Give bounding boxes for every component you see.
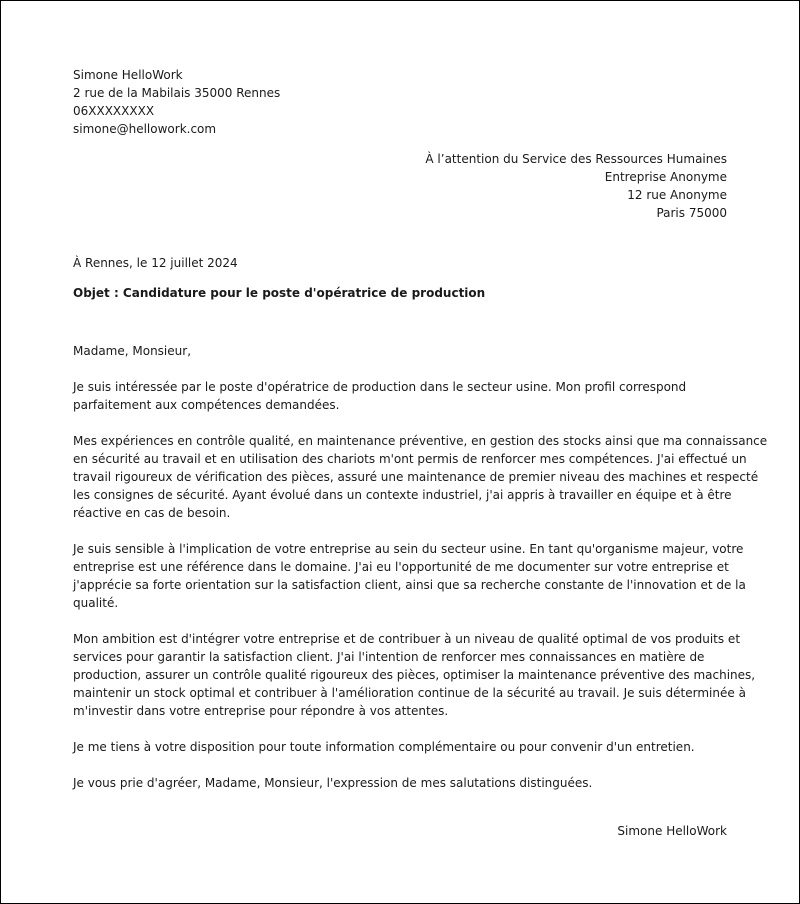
paragraph-line: travail rigoureux de vérification des pièces, assuré une maintenance de premier niveau des machines et respecté [73, 470, 759, 484]
paragraph-line: Je me tiens à votre disposition pour toute information complémentaire ou pour convenir d'un entretien. [73, 740, 695, 754]
sender-email: simone@hellowork.com [73, 122, 217, 136]
letter-body [73, 342, 768, 792]
closing-line: Je vous prie d'agréer, Madame, Monsieur, l'expression de mes salutations distinguées. [73, 776, 593, 790]
recipient-company: Entreprise Anonyme [604, 170, 727, 184]
sender-phone: 06XXXXXXXX [73, 104, 155, 118]
paragraph-line: parfaitement aux compétences demandées. [73, 398, 340, 412]
date-line: À Rennes, le 12 juillet 2024 [73, 256, 238, 270]
subject-line: Objet : Candidature pour le poste d'opératrice de production [73, 286, 486, 300]
paragraph-line: réactive en cas de besoin. [73, 506, 231, 520]
paragraph-line: les consignes de sécurité. Ayant évolué dans un contexte industriel, j'ai appris à travailler en équipe et à être [73, 488, 732, 502]
paragraph-line: Je suis sensible à l'implication de votre entreprise au sein du secteur usine. En tant qu'organisme majeur, votre [73, 542, 744, 556]
paragraph-line: qualité. [73, 596, 119, 610]
paragraph-line: production, assurer un contrôle qualité rigoureux des pièces, optimiser la maintenance préventive des machines, [73, 668, 756, 682]
paragraph-line: m'investir dans votre entreprise pour répondre à vos attentes. [73, 704, 449, 718]
recipient-attention: À l’attention du Service des Ressources Humaines [425, 152, 727, 166]
salutation: Madame, Monsieur, [73, 344, 192, 358]
recipient-street: 12 rue Anonyme [627, 188, 727, 202]
sender-block [73, 66, 280, 138]
recipient-city: Paris 75000 [656, 206, 727, 220]
paragraph-line: entreprise est une référence dans le domaine. J'ai eu l'opportunité de me documenter sur votre entreprise et [73, 560, 729, 574]
paragraph-line: Mes expériences en contrôle qualité, en maintenance préventive, en gestion des stocks ainsi que ma connaissance [73, 434, 768, 448]
sender-address: 2 rue de la Mabilais 35000 Rennes [73, 86, 281, 100]
recipient-block [425, 150, 727, 222]
paragraph-line: j'apprécie sa forte orientation sur la satisfaction client, ainsi que sa recherche constante de l'innovation et de la [73, 578, 746, 592]
signature: Simone HelloWork [617, 824, 727, 838]
paragraph-line: maintenir un stock optimal et contribuer à l'amélioration continue de la sécurité au travail. Je suis déterminée à [73, 686, 746, 700]
paragraph-line: en sécurité au travail et en utilisation des chariots m'ont permis de renforcer mes compétences. J'ai effectué un [73, 452, 747, 466]
paragraph-line: Mon ambition est d'intégrer votre entreprise et de contribuer à un niveau de qualité optimal de vos produits et [73, 632, 741, 646]
paragraph-line: services pour garantir la satisfaction client. J'ai l'intention de renforcer mes connaissances en matière de [73, 650, 705, 664]
paragraph-line: Je suis intéressée par le poste d'opératrice de production dans le secteur usine. Mon profil correspond [73, 380, 687, 394]
sender-name: Simone HelloWork [73, 68, 183, 82]
